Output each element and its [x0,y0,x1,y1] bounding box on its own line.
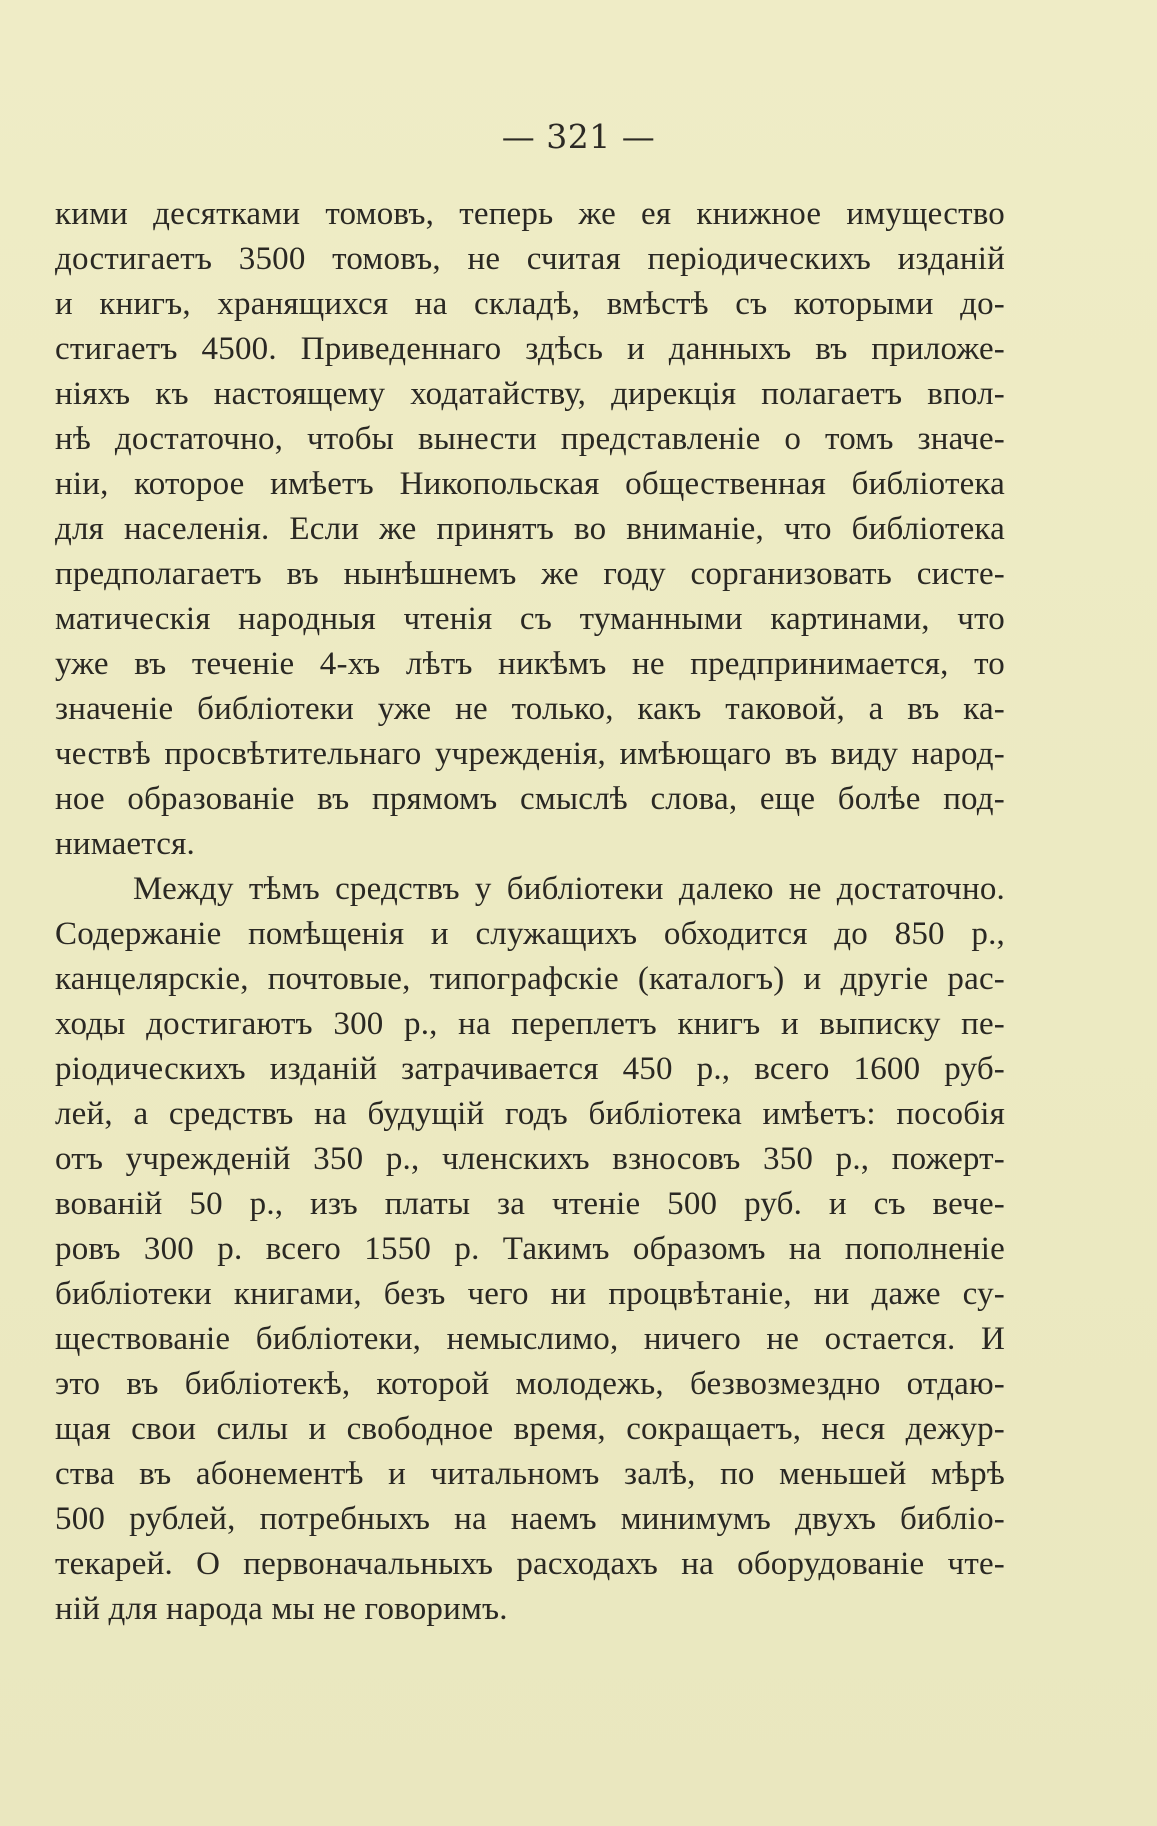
text-line: ществованіе библіотеки, немыслимо, ничего не остается. И [55,1321,1005,1357]
text-line: библіотеки книгами, безъ чего ни процвѣтаніе, ни даже су- [55,1276,1005,1312]
text-line: предполагаетъ въ нынѣшнемъ же году сорганизовать систе- [55,556,1005,592]
text-line: нимается. [55,826,195,862]
text-line: ное образованіе въ прямомъ смыслѣ слова, еще болѣе под- [55,781,1005,817]
text-line: уже въ теченіе 4-хъ лѣтъ никѣмъ не предпринимается, то [55,646,1005,682]
text-line: ніяхъ къ настоящему ходатайству, дирекція полагаетъ впол- [55,376,1005,412]
text-line: нѣ достаточно, чтобы вынести представленіе о томъ значе- [55,421,1005,457]
text-line: Содержаніе помѣщенія и служащихъ обходится до 850 р., [55,916,1005,952]
text-line: значеніе библіотеки уже не только, какъ таковой, а въ ка- [55,691,1005,727]
text-line: и книгъ, хранящихся на складѣ, вмѣстѣ съ которыми до- [55,286,1005,322]
text-line: текарей. О первоначальныхъ расходахъ на оборудованіе чте- [55,1546,1005,1582]
paragraph-2 [55,867,1005,1632]
text-line: лей, а средствъ на будущій годъ библіотека имѣетъ: пособія [55,1096,1005,1132]
body-text [55,192,1005,1632]
text-line: матическія народныя чтенія съ туманными картинами, что [55,601,1005,637]
text-line: 500 рублей, потребныхъ на наемъ минимумъ двухъ библіо- [55,1501,1005,1537]
paragraph-1 [55,192,1005,867]
page-number: — 321 — [501,117,656,156]
text-line: ровъ 300 р. всего 1550 р. Такимъ образомъ на пополненіе [55,1231,1005,1267]
text-line: это въ библіотекѣ, которой молодежь, безвозмездно отдаю- [55,1366,1005,1402]
text-line: для населенія. Если же принятъ во вниманіе, что библіотека [55,511,1005,547]
text-line: ніи, которое имѣетъ Никопольская общественная библіотека [55,466,1005,502]
text-line: Между тѣмъ средствъ у библіотеки далеко не достаточно. [133,871,1005,907]
text-line: чествѣ просвѣтительнаго учрежденія, имѣющаго въ виду народ- [55,736,1005,772]
text-line: кими десятками томовъ, теперь же ея книжное имущество [55,196,1005,232]
text-line: щая свои силы и свободное время, сокращаетъ, неся дежур- [55,1411,1005,1447]
text-line: ріодическихъ изданій затрачивается 450 р., всего 1600 руб- [55,1051,1005,1087]
text-line: стигаетъ 4500. Приведеннаго здѣсь и данныхъ въ приложе- [55,331,1005,367]
text-line: достигаетъ 3500 томовъ, не считая періодическихъ изданій [55,241,1005,277]
text-line: вованій 50 р., изъ платы за чтеніе 500 руб. и съ вече- [55,1186,1005,1222]
text-line: ства въ абонементѣ и читальномъ залѣ, по меньшей мѣрѣ [55,1456,1005,1492]
text-line: ній для народа мы не говоримъ. [55,1591,508,1627]
text-line: ходы достигаютъ 300 р., на переплетъ книгъ и выписку пе- [55,1006,1005,1042]
text-line: отъ учрежденій 350 р., членскихъ взносовъ 350 р., пожерт- [55,1141,1005,1177]
text-line: канцелярскіе, почтовые, типографскіе (каталогъ) и другіе рас- [55,961,1005,997]
